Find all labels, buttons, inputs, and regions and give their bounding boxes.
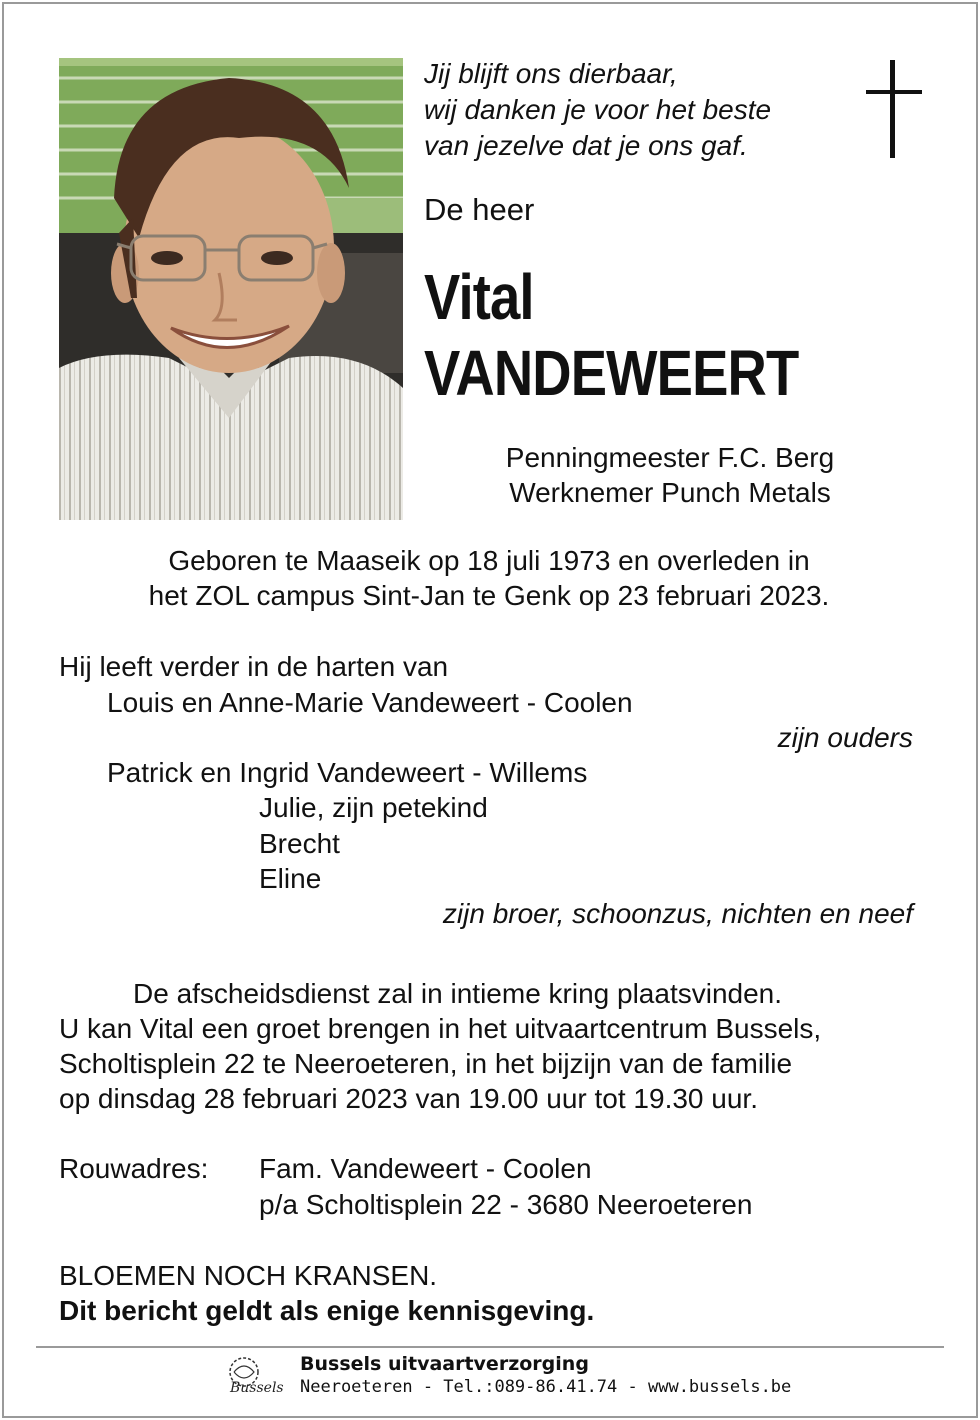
address-line: p/a Scholtisplein 22 - 3680 Neeroeteren xyxy=(259,1189,753,1220)
logo-text: Bussels xyxy=(230,1380,284,1396)
parents-names: Louis en Anne-Marie Vandeweert - Coolen xyxy=(107,687,633,718)
cross-icon xyxy=(864,60,924,160)
birth-death-statement xyxy=(59,543,919,613)
footer-divider xyxy=(36,1346,944,1348)
first-name: Vital xyxy=(424,261,534,333)
address-label: Rouwadres: xyxy=(59,1153,209,1184)
company-name: Bussels uitvaartverzorging xyxy=(300,1353,589,1375)
child-name: Brecht xyxy=(259,828,340,859)
brother-relation: zijn broer, schoonzus, nichten en neef xyxy=(442,898,913,929)
service-line: op dinsdag 28 februari 2023 van 19.00 uur tot 19.30 uur. xyxy=(59,1083,758,1114)
family-intro: Hij leeft verder in de harten van xyxy=(59,651,449,682)
service-line: U kan Vital een groet brengen in het uitvaartcentrum Bussels, xyxy=(59,1013,822,1044)
flowers-note: BLOEMEN NOCH KRANSEN. xyxy=(59,1260,438,1291)
portrait-photo xyxy=(59,58,403,520)
role-line: Penningmeester F.C. Berg xyxy=(505,442,835,473)
service-details xyxy=(59,976,821,1116)
role-line: Werknemer Punch Metals xyxy=(509,477,831,508)
parents-relation: zijn ouders xyxy=(777,722,913,753)
poem-line: Jij blijft ons dierbaar, xyxy=(424,58,678,89)
last-name: VANDEWEERT xyxy=(424,337,799,409)
service-line: Scholtisplein 22 te Neeroeteren, in het bijzijn van de familie xyxy=(59,1048,793,1079)
statement-line: Geboren te Maaseik op 18 juli 1973 en overleden in xyxy=(168,545,810,576)
bussels-logo-icon xyxy=(222,1354,292,1396)
service-line: De afscheidsdienst zal in intieme kring plaatsvinden. xyxy=(133,978,783,1009)
notice-statement: Dit bericht geldt als enige kennisgeving. xyxy=(59,1295,595,1326)
child-name: Eline xyxy=(259,863,322,894)
memorial-poem xyxy=(424,56,771,164)
poem-line: wij danken je voor het beste xyxy=(424,94,772,125)
honorific: De heer xyxy=(424,192,535,227)
poem-line: van jezelve dat je ons gaf. xyxy=(424,130,748,161)
statement-line: het ZOL campus Sint-Jan te Genk op 23 februari 2023. xyxy=(148,580,830,611)
address-line: Fam. Vandeweert - Coolen xyxy=(259,1153,592,1184)
brother-names: Patrick en Ingrid Vandeweert - Willems xyxy=(107,757,588,788)
company-contact: Neeroeteren - Tel.:089-86.41.74 - www.bussels.be xyxy=(300,1377,792,1397)
child-name: Julie, zijn petekind xyxy=(259,792,488,823)
roles xyxy=(460,440,880,510)
